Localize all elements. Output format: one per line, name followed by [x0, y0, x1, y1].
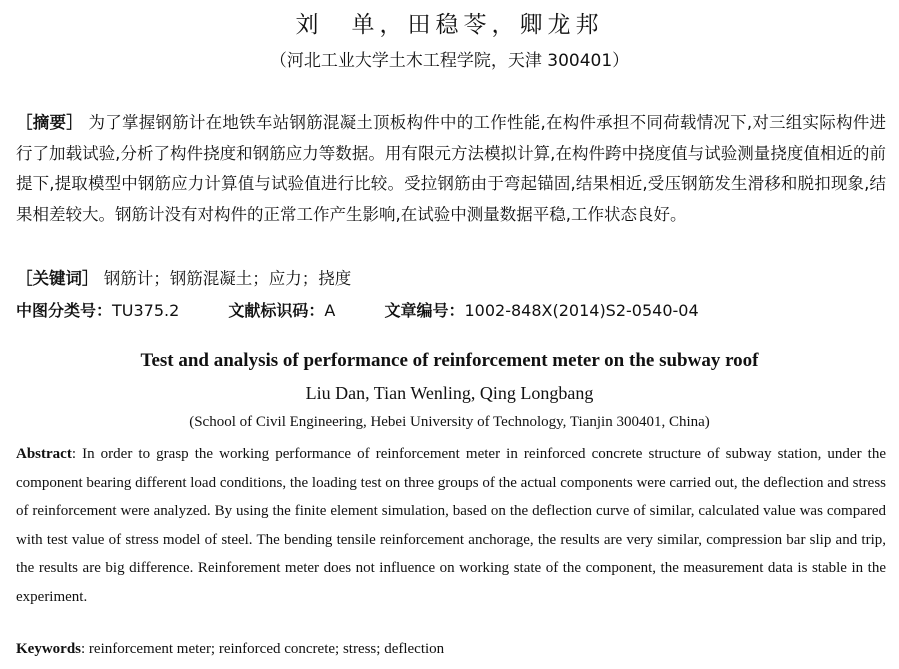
keywords-text-chinese: 钢筋计；钢筋混凝土；应力；挠度: [103, 269, 352, 288]
authors-english: Liu Dan, Tian Wenling, Qing Longbang: [305, 383, 594, 403]
article-number: [384, 301, 698, 320]
document-code-value: A: [324, 301, 336, 320]
classification-line: [16, 298, 886, 321]
document-code-label: 文献标识码：: [228, 301, 325, 320]
abstract-separator-english: :: [71, 446, 83, 462]
english-title: Test and analysis of performance of reinforcement meter on the subway roof: [140, 350, 759, 371]
affiliation-english: (School of Civil Engineering, Hebei University of Technology, Tianjin 300401, China): [189, 414, 710, 430]
abstract-label-english: Abstract: [16, 446, 72, 462]
keywords-separator-english: :: [81, 641, 89, 657]
keywords-chinese: [16, 265, 886, 289]
abstract-label-chinese: ［摘要］: [16, 113, 83, 132]
article-number-label: 文章编号：: [384, 301, 465, 320]
document-code: [228, 301, 335, 320]
article-number-value: 1002-848X(2014)S2-0540-04: [464, 301, 699, 320]
keywords-text-english: reinforcement meter; reinforced concrete; stress; deflection: [88, 641, 445, 657]
clc-number: [16, 301, 179, 320]
affiliation-chinese: （河北工业大学土木工程学院，天津 300401）: [269, 51, 630, 71]
clc-value: TU375.2: [112, 301, 180, 320]
keywords-label-english: Keywords: [16, 641, 81, 657]
abstract-text-chinese: 为了掌握钢筋计在地铁车站钢筋混凝土顶板构件中的工作性能,在构件承担不同荷载情况下,对三组实际构件进行了加载试验,分析了构件挠度和钢筋应力等数据。用有限元方法模拟计算,在构件跨中挠度值与试验测量挠度值相近的前提下,提取模型中钢筋应力计算值与试验值进行比较。受拉钢筋由于弯起锚固,结果相近,受压钢筋发生滑移和脱扣现象,结果相差较大。钢筋计没有对构件的正常工作产生影响,在试验中测量数据平稳,工作状态良好。: [16, 113, 887, 224]
keywords-label-chinese: ［关键词］: [16, 269, 99, 288]
abstract-text-english: In order to grasp the working performance of reinforcement meter in reinforced concrete structure of subway station, under the component bearing different load conditions, the loading test on three groups of the actual components were carried out, the deflection and stress of reinforcement were analyzed. By using the finite element simulation, based on the deflection curve of similar, calculated value was compared with test value of stress model of steel. The bending tensile reinforcement anchorage, the results are very similar, compression bar slip and trip, the results are big difference. Reinforement meter does not influence on working state of the component, the measurement data is stable in the experiment.: [16, 446, 886, 605]
abstract-chinese: [16, 108, 886, 230]
authors-chinese: 刘 单，田稳苓，卿龙邦: [295, 12, 604, 38]
keywords-english: [16, 641, 886, 658]
clc-label: 中图分类号：: [16, 301, 113, 320]
abstract-english: [16, 440, 886, 611]
